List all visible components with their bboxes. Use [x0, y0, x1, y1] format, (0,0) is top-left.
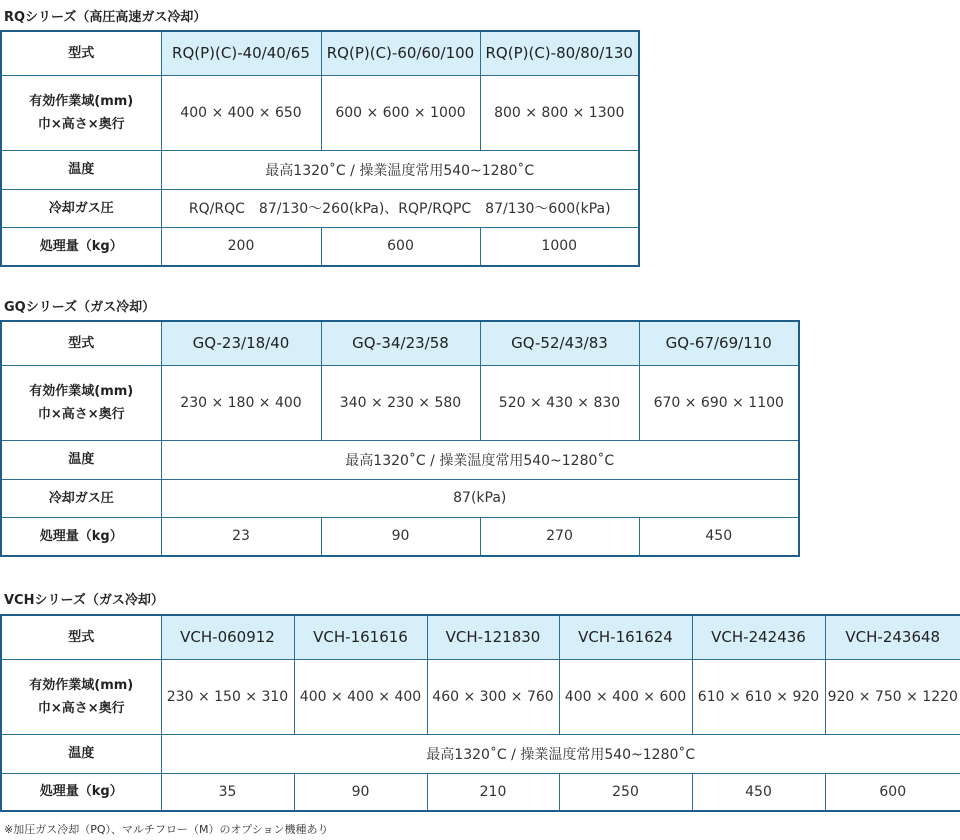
vch-capacity-4: 250: [559, 773, 692, 811]
rq-work-area-label-1: 有効作業域(mm): [29, 93, 134, 109]
rq-model-2: RQ(P)(C)-60/60/100: [321, 31, 480, 75]
gq-gas-value: 87(kPa): [161, 479, 799, 517]
gq-model-label: 型式: [1, 321, 161, 365]
vch-model-4: VCH-161624: [559, 615, 692, 659]
vch-model-3: VCH-121830: [427, 615, 559, 659]
vch-capacity-label: 処理量（kg）: [1, 773, 161, 811]
gq-capacity-2: 90: [321, 517, 480, 556]
vch-work-area-label-1: 有効作業域(mm): [29, 677, 134, 693]
gq-temp-row: [1, 440, 799, 479]
gq-work-area-row: [1, 365, 799, 440]
vch-capacity-5: 450: [692, 773, 825, 811]
vch-model-2: VCH-161616: [294, 615, 427, 659]
gq-dims-1: 230 × 180 × 400: [161, 365, 321, 440]
vch-capacity-6: 600: [825, 773, 960, 811]
rq-section-title: RQシリーズ（高圧高速ガス冷却）: [4, 10, 207, 25]
vch-model-1: VCH-060912: [161, 615, 294, 659]
rq-capacity-2: 600: [321, 227, 480, 266]
gq-model-2: GQ-34/23/58: [321, 321, 480, 365]
vch-capacity-1: 35: [161, 773, 294, 811]
rq-gas-row: [1, 189, 639, 227]
vch-capacity-row: [1, 773, 960, 811]
vch-dims-6: 920 × 750 × 1220: [825, 659, 960, 734]
rq-dims-3: 800 × 800 × 1300: [480, 75, 639, 150]
vch-dims-1: 230 × 150 × 310: [161, 659, 294, 734]
rq-dims-2: 600 × 600 × 1000: [321, 75, 480, 150]
vch-section-title: VCHシリーズ（ガス冷却）: [4, 593, 164, 608]
gq-work-area-label-1: 有効作業域(mm): [29, 383, 134, 399]
vch-capacity-3: 210: [427, 773, 559, 811]
rq-work-area-row: [1, 75, 639, 150]
gq-model-3: GQ-52/43/83: [480, 321, 639, 365]
vch-dims-3: 460 × 300 × 760: [427, 659, 559, 734]
rq-work-area-label-2: 巾×高さ×奥行: [37, 116, 125, 132]
gq-capacity-row: [1, 517, 799, 556]
vch-model-row: [1, 615, 960, 659]
rq-model-1: RQ(P)(C)-40/40/65: [161, 31, 321, 75]
vch-dims-5: 610 × 610 × 920: [692, 659, 825, 734]
gq-work-area-label-2: 巾×高さ×奥行: [37, 406, 125, 422]
rq-model-3: RQ(P)(C)-80/80/130: [480, 31, 639, 75]
vch-model-5: VCH-242436: [692, 615, 825, 659]
rq-gas-value: RQ/RQC 87/130〜260(kPa)、RQP/RQPC 87/130〜600(kPa): [161, 189, 639, 227]
vch-capacity-2: 90: [294, 773, 427, 811]
rq-dims-1: 400 × 400 × 650: [161, 75, 321, 150]
gq-dims-2: 340 × 230 × 580: [321, 365, 480, 440]
gq-gas-label: 冷却ガス圧: [1, 479, 161, 517]
vch-work-area-label: [1, 659, 161, 734]
gq-temp-label: 温度: [1, 440, 161, 479]
rq-capacity-1: 200: [161, 227, 321, 266]
gq-dims-3: 520 × 430 × 830: [480, 365, 639, 440]
rq-work-area-label: [1, 75, 161, 150]
vch-model-label: 型式: [1, 615, 161, 659]
vch-temp-label: 温度: [1, 734, 161, 773]
gq-gas-row: [1, 479, 799, 517]
rq-capacity-label: 処理量（kg）: [1, 227, 161, 266]
rq-model-row: [1, 31, 639, 75]
rq-model-label: 型式: [1, 31, 161, 75]
gq-section-title: GQシリーズ（ガス冷却）: [4, 300, 156, 315]
rq-temp-value: 最高1320˚C / 操業温度常用540~1280˚C: [161, 150, 639, 189]
vch-dims-4: 400 × 400 × 600: [559, 659, 692, 734]
gq-capacity-4: 450: [639, 517, 799, 556]
rq-capacity-row: [1, 227, 639, 266]
gq-temp-value: 最高1320˚C / 操業温度常用540~1280˚C: [161, 440, 799, 479]
gq-model-row: [1, 321, 799, 365]
rq-temp-label: 温度: [1, 150, 161, 189]
vch-work-area-label-2: 巾×高さ×奥行: [37, 700, 125, 716]
vch-work-area-row: [1, 659, 960, 734]
vch-dims-2: 400 × 400 × 400: [294, 659, 427, 734]
rq-capacity-3: 1000: [480, 227, 639, 266]
rq-temp-row: [1, 150, 639, 189]
vch-temp-row: [1, 734, 960, 773]
gq-work-area-label: [1, 365, 161, 440]
gq-capacity-1: 23: [161, 517, 321, 556]
rq-gas-label: 冷却ガス圧: [1, 189, 161, 227]
gq-model-4: GQ-67/69/110: [639, 321, 799, 365]
gq-spec-table: [0, 320, 800, 557]
footnote: ※加圧ガス冷却（PQ）、マルチフロー（M）のオプション機種あり: [4, 823, 329, 836]
vch-temp-value: 最高1320˚C / 操業温度常用540~1280˚C: [161, 734, 960, 773]
vch-spec-table: [0, 614, 960, 812]
vch-model-6: VCH-243648: [825, 615, 960, 659]
gq-dims-4: 670 × 690 × 1100: [639, 365, 799, 440]
gq-model-1: GQ-23/18/40: [161, 321, 321, 365]
rq-spec-table: [0, 30, 640, 267]
gq-capacity-label: 処理量（kg）: [1, 517, 161, 556]
gq-capacity-3: 270: [480, 517, 639, 556]
